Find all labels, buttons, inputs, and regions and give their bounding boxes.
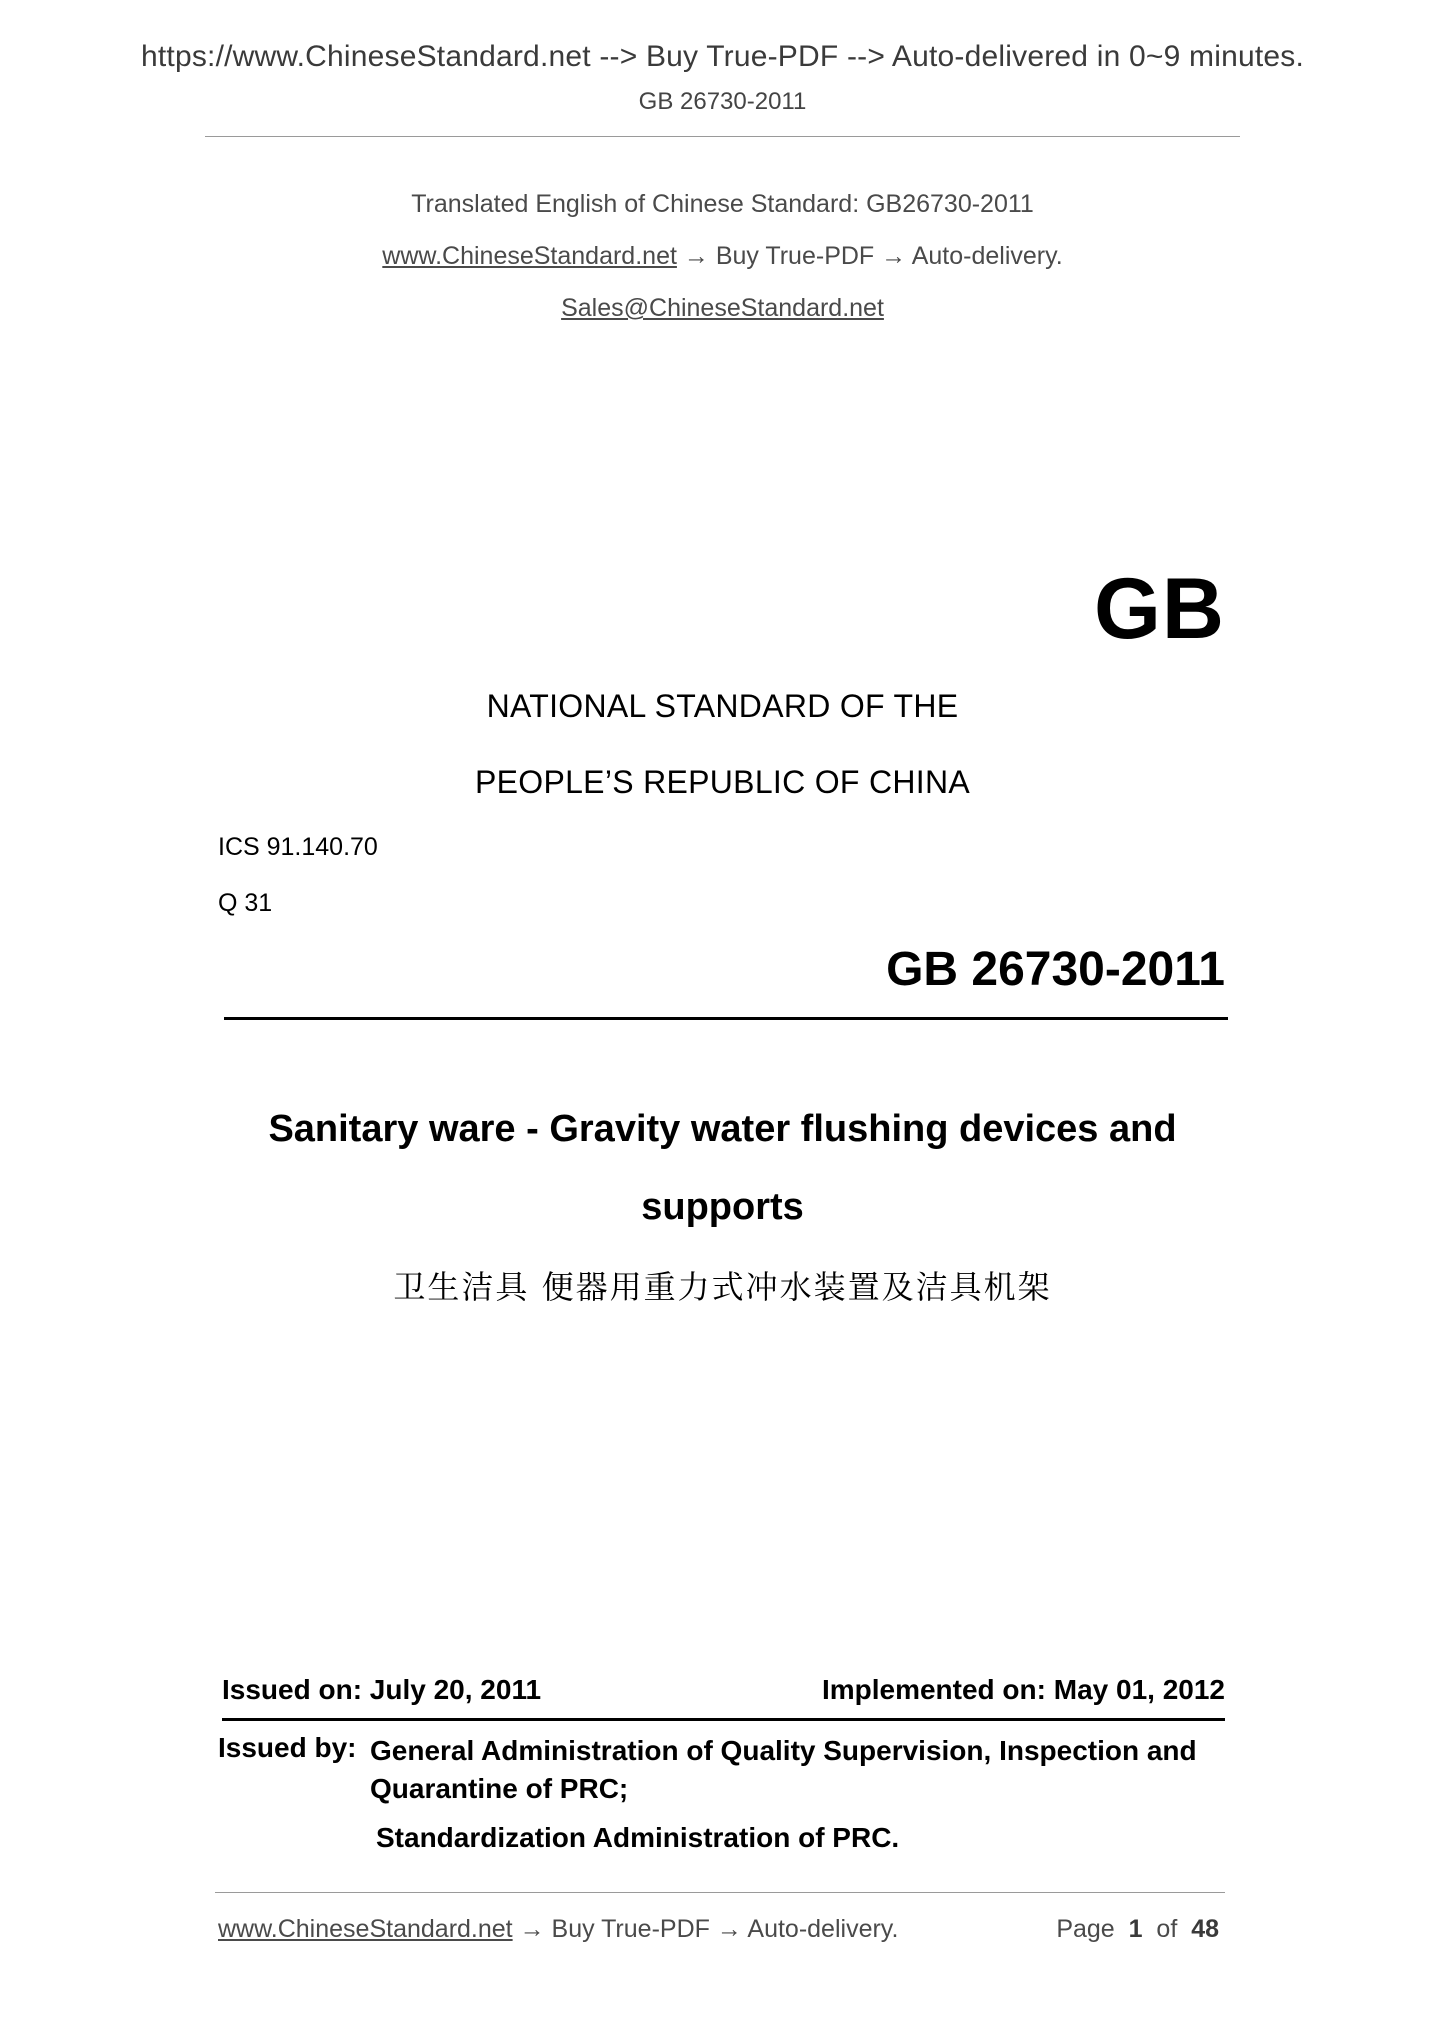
standard-code: GB 26730-2011	[886, 943, 1225, 996]
page-indicator	[1056, 1915, 1219, 1944]
header-standard-code: GB 26730-2011	[638, 88, 807, 115]
of-label: of	[1156, 1915, 1178, 1943]
ccs-code: Q 31	[218, 889, 273, 917]
issuer-line1: General Administration of Quality Supervision, Inspection and Quarantine of PRC;	[370, 1735, 1197, 1804]
issue-divider	[222, 1718, 1225, 1721]
title-en-line2: supports	[641, 1186, 804, 1228]
header-divider	[205, 136, 1240, 137]
site-line	[0, 242, 1445, 271]
site-link[interactable]: www.ChineseStandard.net	[382, 242, 677, 270]
translation-note: Translated English of Chinese Standard: GB26730-2011	[411, 190, 1034, 218]
national-standard-line1: NATIONAL STANDARD OF THE	[486, 688, 959, 724]
page-total: 48	[1191, 1915, 1219, 1943]
title-en-line1: Sanitary ware - Gravity water flushing devices and	[268, 1108, 1177, 1150]
gb-mark: GB	[1094, 561, 1225, 657]
code-divider	[224, 1017, 1228, 1020]
footer-site-link[interactable]: www.ChineseStandard.net	[218, 1915, 513, 1943]
issued-on: Issued on: July 20, 2011	[222, 1674, 542, 1705]
issued-by-label: Issued by:	[218, 1732, 357, 1763]
issuer-line2: Standardization Administration of PRC.	[376, 1822, 900, 1853]
page-label: Page	[1056, 1915, 1115, 1943]
national-standard-line2: PEOPLE’S REPUBLIC OF CHINA	[474, 764, 971, 800]
footer-site-rest: → Buy True-PDF → Auto-delivery.	[512, 1915, 899, 1943]
email-line	[0, 294, 1445, 323]
footer-divider	[215, 1892, 1225, 1893]
page-number: 1	[1128, 1915, 1143, 1943]
email-link[interactable]: Sales@ChineseStandard.net	[561, 294, 884, 322]
ics-code: ICS 91.140.70	[218, 833, 378, 861]
footer-site-line	[218, 1915, 898, 1944]
implemented-on: Implemented on: May 01, 2012	[821, 1674, 1225, 1705]
banner-text: https://www.ChineseStandard.net --> Buy True-PDF --> Auto-delivered in 0~9 minutes.	[141, 40, 1304, 73]
site-line-rest: → Buy True-PDF → Auto-delivery.	[676, 242, 1063, 270]
title-cn: 卫生洁具 便器用重力式冲水装置及洁具机架	[393, 1268, 1052, 1306]
